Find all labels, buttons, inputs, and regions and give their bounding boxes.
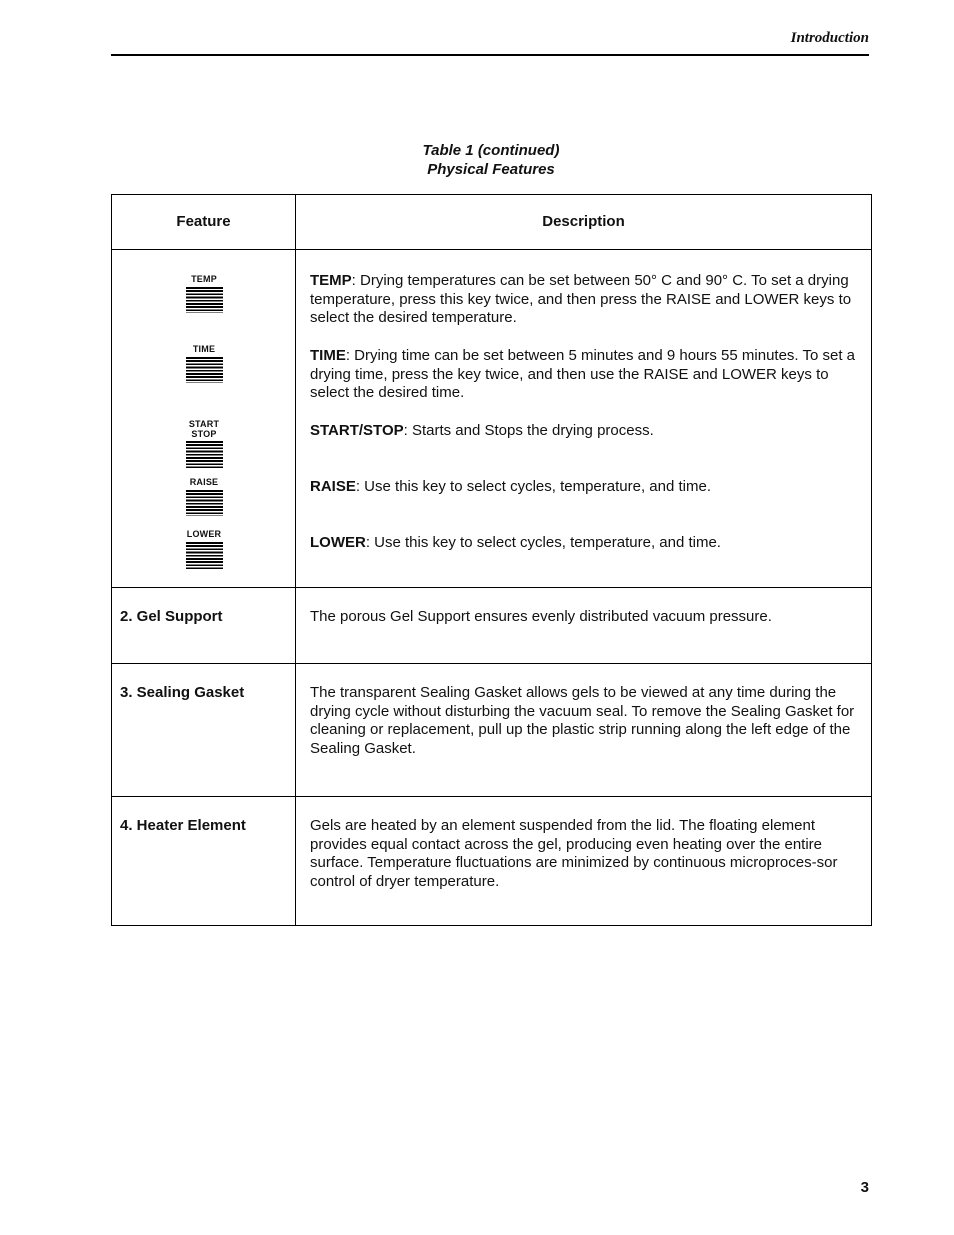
lower-text: : Use this key to select cycles, temperature, and time.	[365, 534, 721, 551]
control-keys-descriptions	[296, 250, 872, 588]
lower-key-description	[310, 534, 857, 553]
section-title: Introduction	[790, 30, 869, 46]
temp-key-label: TEMP	[191, 274, 217, 284]
time-text: : Drying time can be set between 5 minutes and 9 hours 55 minutes. To set a drying time, press the key twice, and then use the RAISE and LOWER keys to select the desired time.	[310, 347, 856, 402]
lower-term: LOWER	[310, 534, 366, 551]
table-row-heater-element	[112, 797, 872, 926]
table-caption-title: Physical Features	[427, 161, 555, 178]
start-stop-text: : Starts and Stops the drying process.	[403, 422, 654, 439]
lower-key-icon	[186, 542, 223, 569]
start-stop-key-label-stop: STOP	[191, 428, 217, 439]
temp-term: TEMP	[310, 272, 352, 289]
feature-heater-element: 4. Heater Element	[112, 797, 296, 926]
table-header-row	[112, 195, 872, 250]
table-row-sealing-gasket	[112, 664, 872, 797]
description-sealing-gasket: The transparent Sealing Gasket allows gels to be viewed at any time during the drying cycle without disturbing the vacuum seal. To remove the Sealing Gasket for cleaning or replacement, pull up the plastic strip running along the left edge of the Sealing Gasket.	[296, 664, 872, 797]
raise-key-label: RAISE	[189, 477, 219, 487]
table-caption-number: Table 1 (continued)	[422, 142, 560, 159]
raise-text: : Use this key to select cycles, temperature, and time.	[355, 478, 711, 495]
physical-features-table	[111, 194, 872, 926]
temp-text: : Drying temperatures can be set between 50° C and 90° C. To set a drying temperature, press this key twice, and then press the RAISE and LOWER keys to select the desired temperature.	[310, 272, 852, 327]
temp-key-icon	[186, 287, 223, 313]
start-stop-term: START/STOP	[310, 422, 404, 439]
feature-sealing-gasket: 3. Sealing Gasket	[112, 664, 296, 797]
raise-key	[112, 478, 296, 516]
feature-gel-support: 2. Gel Support	[112, 588, 296, 664]
description-gel-support: The porous Gel Support ensures evenly distributed vacuum pressure.	[296, 588, 872, 664]
start-stop-key	[112, 420, 296, 468]
raise-key-icon	[186, 490, 223, 516]
table-row-gel-support	[112, 588, 872, 664]
start-stop-key-description	[310, 422, 857, 441]
lower-key	[112, 530, 296, 569]
time-key-label: TIME	[192, 344, 216, 354]
time-key	[112, 345, 296, 383]
lower-key-label: LOWER	[186, 529, 222, 539]
table-row-control-keys	[112, 250, 872, 588]
description-heater-element: Gels are heated by an element suspended from the lid. The floating element provides equal contact across the gel, producing even heating over the entire surface. Temperature fluctuations are minimized by continuous microproces-sor control of dryer temperature.	[296, 797, 872, 926]
raise-term: RAISE	[310, 478, 356, 495]
table-caption	[111, 141, 871, 179]
start-stop-key-label-start: START	[188, 419, 220, 429]
raise-key-description	[310, 478, 857, 497]
temp-key-description	[310, 272, 857, 328]
control-keys-illustration	[112, 250, 296, 588]
start-stop-key-icon	[186, 441, 223, 468]
column-header-feature: Feature	[112, 195, 296, 250]
temp-key	[112, 275, 296, 313]
time-key-description	[310, 347, 857, 403]
page-number: 3	[860, 1179, 869, 1196]
time-key-icon	[186, 357, 223, 383]
running-header	[111, 28, 869, 56]
column-header-description: Description	[296, 195, 872, 250]
time-term: TIME	[310, 347, 346, 364]
